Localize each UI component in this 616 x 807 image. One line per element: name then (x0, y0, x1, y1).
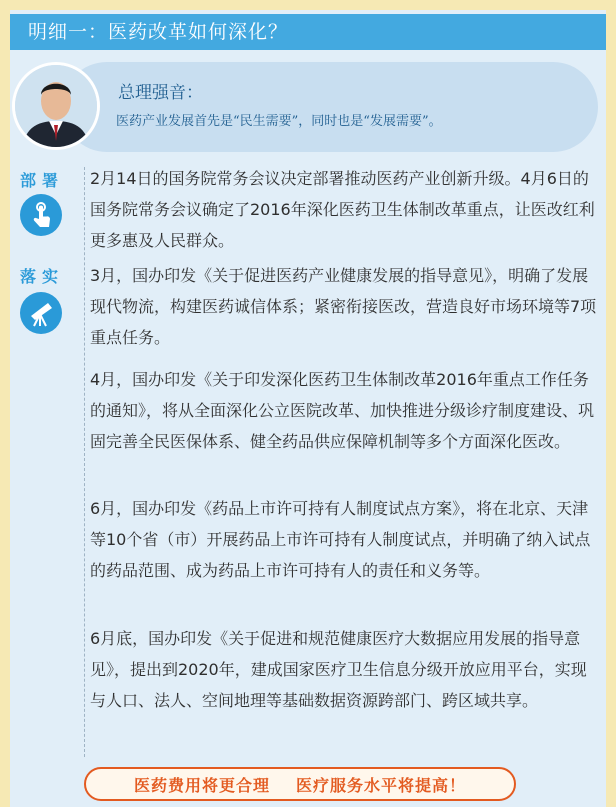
avatar (12, 62, 100, 150)
paragraph-deploy-1: 2月14日的国务院常务会议决定部署推动医药产业创新升级。4月6日的国务院常务会议确定了2016年深化医药卫生体制改革重点，让医改红利更多惠及人民群众。 (90, 169, 595, 250)
paragraph-implement-1: 3月，国办印发《关于促进医药产业健康发展的指导意见》，明确了发展现代物流，构建医药诚信体系；紧密衔接医改，营造良好市场环境等7项重点任务。 (90, 266, 597, 347)
quote-text: 医药产业发展首先是“民生需要”，同时也是“发展需要”。 (116, 114, 442, 129)
tap-hand-icon (20, 194, 62, 236)
page-title: 明细一：医药改革如何深化？ (10, 14, 606, 50)
footer-text-right: 医疗服务水平将提高！ (296, 775, 467, 795)
section-label-implement: 落实 (19, 267, 64, 286)
paragraph-implement-3: 6月，国办印发《药品上市许可持有人制度试点方案》，将在北京、天津等10个省（市）开展药品上市许可持有人制度试点，并明确了纳入试点的药品范围、成为药品上市许可持有人的责任和义务等。 (90, 499, 591, 580)
portrait-icon (15, 65, 97, 147)
paragraph-implement-4: 6月底，国办印发《关于促进和规范健康医疗大数据应用发展的指导意见》，提出到2020年，建成国家医疗卫生信息分级开放应用平台，实现与人口、法人、空间地理等基础数据资源跨部门、跨区域共享。 (90, 629, 587, 710)
footer-text-left: 医药费用将更合理 (133, 775, 270, 795)
paragraph-implement-2: 4月，国办印发《关于印发深化医药卫生体制改革2016年重点工作任务的通知》，将从全面深化公立医院改革、加快推进分级诊疗制度建设、巩固完善全民医保体系、健全药品供应保障机制等多个方面深化医改。 (90, 370, 595, 451)
footer-banner (84, 767, 516, 801)
quote-label: 总理强音： (118, 83, 203, 103)
vertical-divider (84, 167, 86, 757)
telescope-icon (20, 292, 62, 334)
quote-box (62, 62, 598, 152)
section-label-deploy: 部署 (19, 171, 64, 190)
